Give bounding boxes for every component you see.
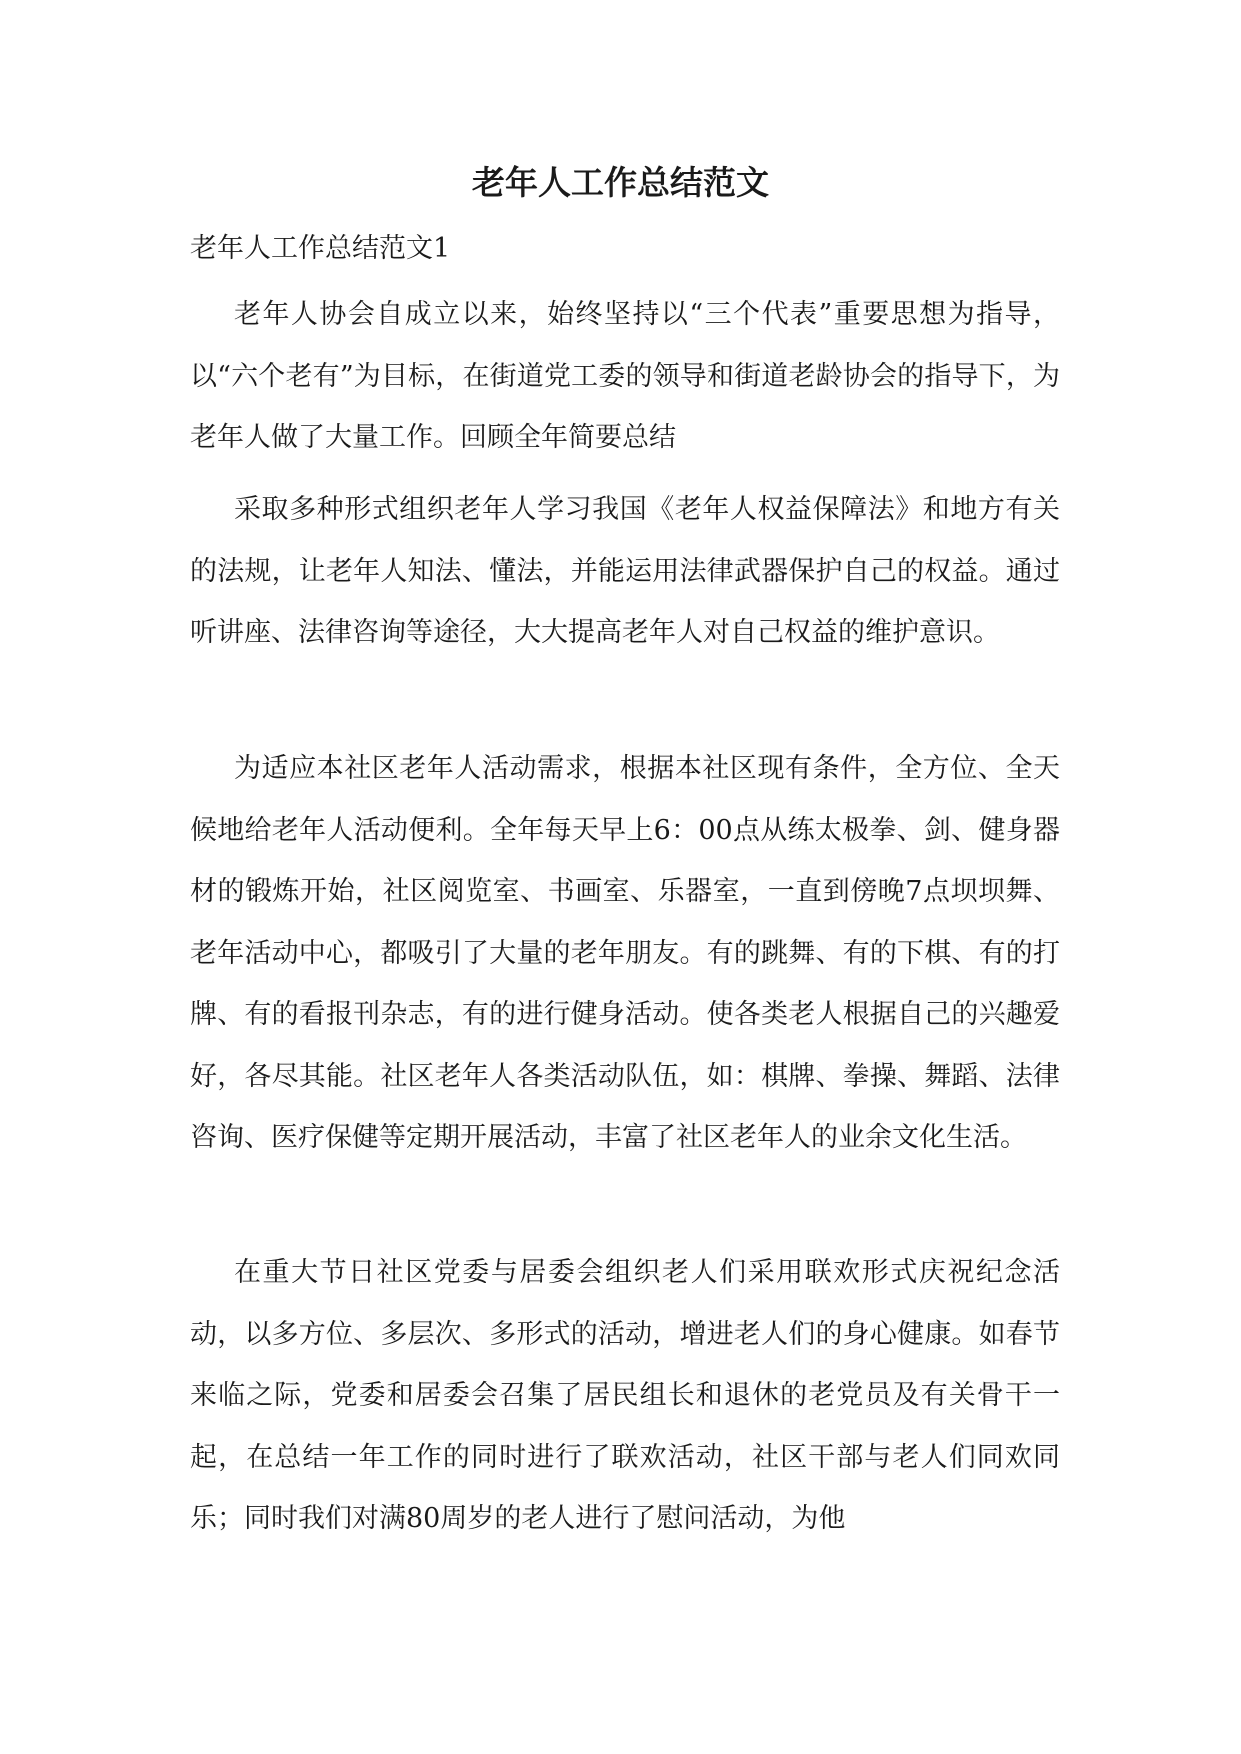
document-title: 老年人工作总结范文 bbox=[472, 163, 769, 202]
paragraph-3: 为适应本社区老年人活动需求，根据本社区现有条件，全方位、全天候地给老年人活动便利。全年每天早上6：00点从练太极拳、剑、健身器材的锻炼开始，社区阅览室、书画室、乐器室，一直到傍晚7点坝坝舞、老年活动中心，都吸引了大量的老年朋友。有的跳舞、有的下棋、有的打牌、有的看报刊杂志，有的进行健身活动。使各类老人根据自己的兴趣爱好，各尽其能。社区老年人各类活动队伍，如：棋牌、拳操、舞蹈、法律咨询、医疗保健等定期开展活动，丰富了社区老年人的业余文化生活。 bbox=[190, 753, 1060, 1153]
paragraph-1: 老年人协会自成立以来，始终坚持以“三个代表”重要思想为指导，以“六个老有”为目标，在街道党工委的领导和街道老龄协会的指导下，为老年人做了大量工作。回顾全年简要总结 bbox=[190, 299, 1060, 453]
paragraph-2: 采取多种形式组织老年人学习我国《老年人权益保障法》和地方有关的法规，让老年人知法、懂法，并能运用法律武器保护自己的权益。通过听讲座、法律咨询等途径，大大提高老年人对自己权益的维护意识。 bbox=[190, 494, 1060, 648]
section-heading: 老年人工作总结范文1 bbox=[190, 233, 451, 264]
paragraph-4: 在重大节日社区党委与居委会组织老人们采用联欢形式庆祝纪念活动，以多方位、多层次、多形式的活动，增进老人们的身心健康。如春节来临之际，党委和居委会召集了居民组长和退休的老党员及有关骨干一起，在总结一年工作的同时进行了联欢活动，社区干部与老人们同欢同乐；同时我们对满80周岁的老人进行了慰问活动，为他 bbox=[190, 1257, 1060, 1534]
